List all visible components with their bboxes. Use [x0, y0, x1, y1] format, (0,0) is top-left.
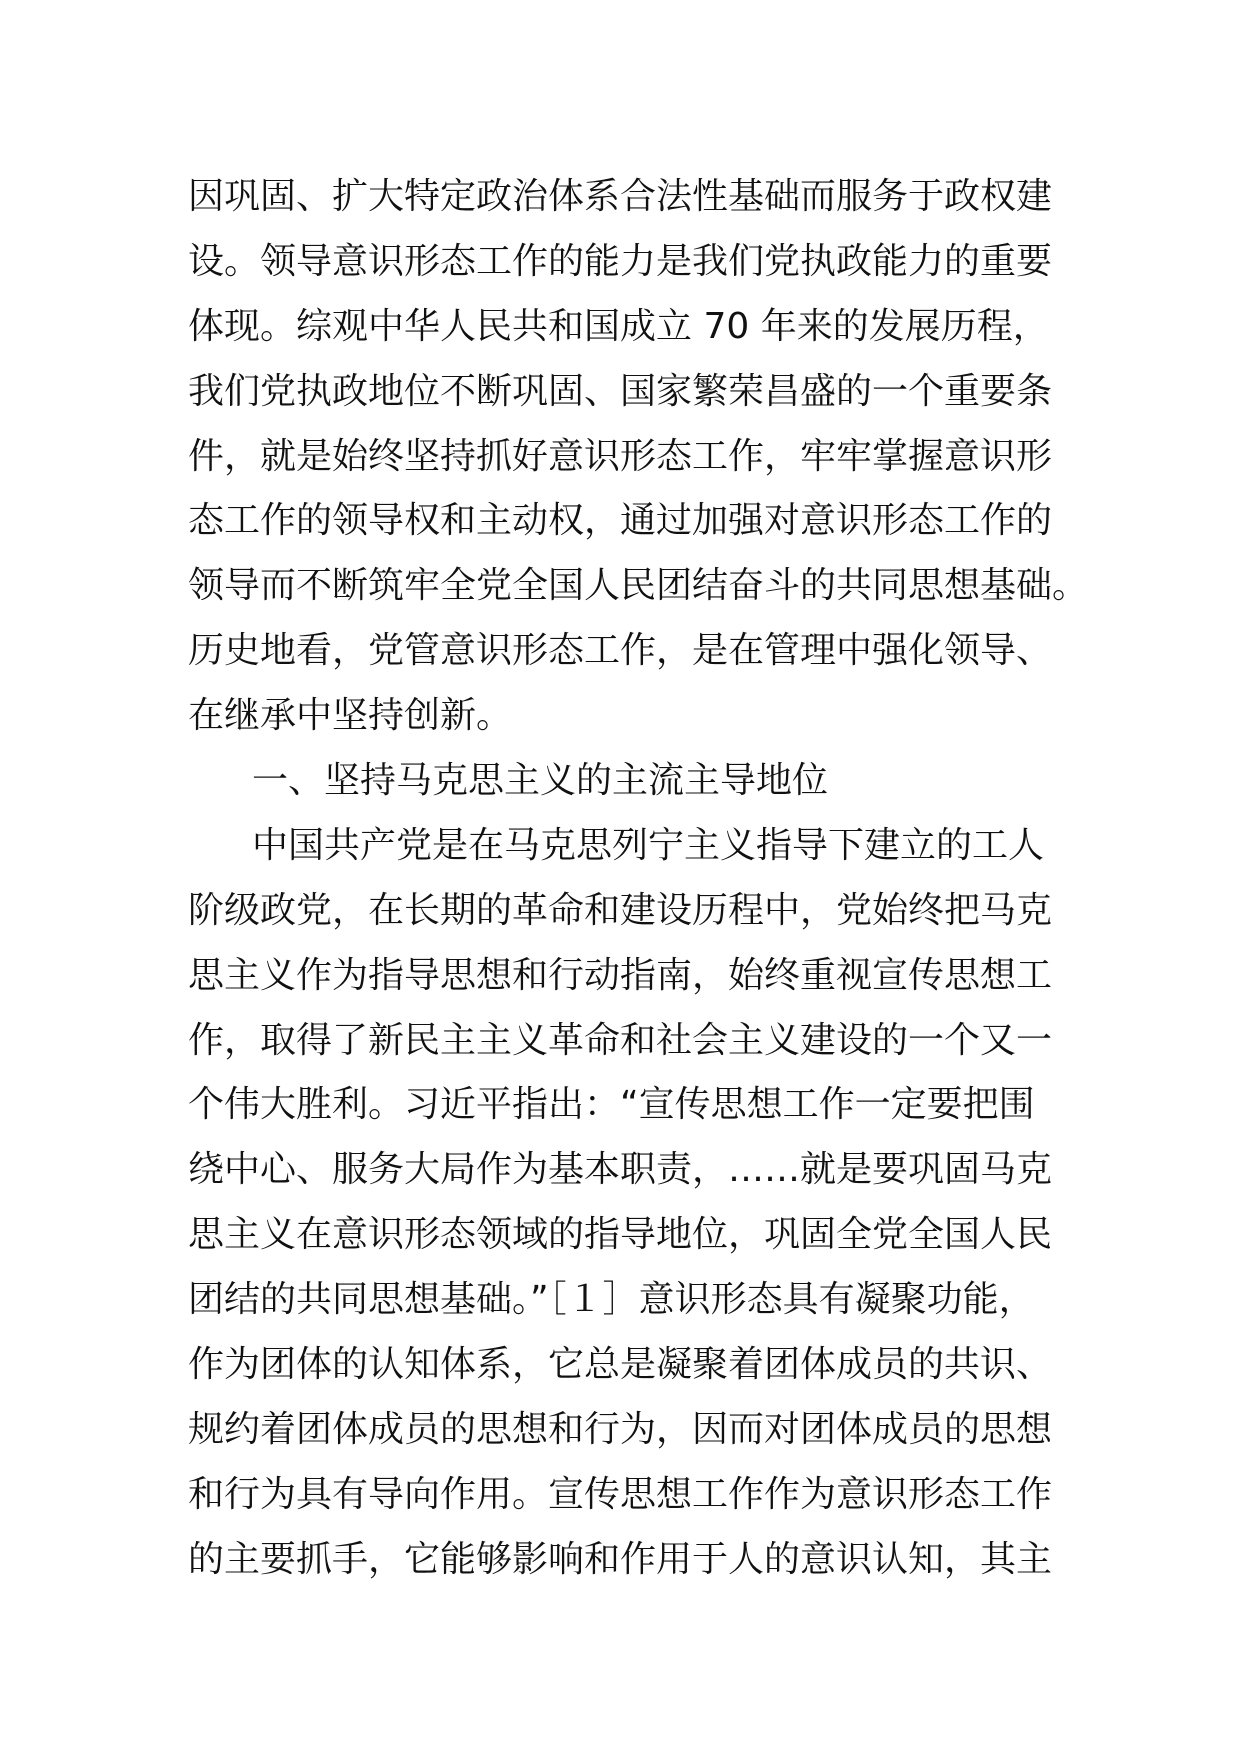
- text-line: 思主义在意识形态领域的指导地位，巩固全党全国人民: [188, 1214, 1053, 1256]
- text-line: 体现。综观中华人民共和国成立 70 年来的发展历程，: [188, 305, 1049, 347]
- text-line: 设。领导意识形态工作的能力是我们党执政能力的重要: [188, 240, 1053, 282]
- text-line: 规约着团体成员的思想和行为，因而对团体成员的思想: [188, 1408, 1053, 1450]
- paragraph-first-line: 中国共产党是在马克思列宁主义指导下建立的工人: [252, 824, 1045, 866]
- text-line: 因巩固、扩大特定政治体系合法性基础而服务于政权建: [188, 176, 1053, 217]
- text-line: 作，取得了新民主主义革命和社会主义建设的一个又一: [188, 1019, 1053, 1061]
- text-line: 思主义作为指导思想和行动指南，始终重视宣传思想工: [188, 954, 1053, 996]
- text-line: 领导而不断筑牢全党全国人民团结奋斗的共同思想基础。: [188, 565, 1089, 607]
- text-line: 历史地看，党管意识形态工作，是在管理中强化领导、: [188, 630, 1053, 672]
- text-line: 态工作的领导权和主动权，通过加强对意识形态工作的: [188, 500, 1053, 542]
- text-line: 作为团体的认知体系，它总是凝聚着团体成员的共识、: [188, 1344, 1053, 1386]
- text-line: 阶级政党，在长期的革命和建设历程中，党始终把马克: [188, 889, 1053, 931]
- text-line: 的主要抓手，它能够影响和作用于人的意识认知，其主: [188, 1538, 1053, 1580]
- body-text: [188, 165, 1089, 1593]
- text-line: 团结的共同思想基础。”［１］意识形态具有凝聚功能，: [188, 1279, 1035, 1321]
- text-line: 件，就是始终坚持抓好意识形态工作，牢牢掌握意识形: [188, 435, 1053, 477]
- section-heading: 一、坚持马克思主义的主流主导地位: [252, 760, 829, 802]
- text-line: 个伟大胜利。习近平指出：“宣传思想工作一定要把围: [188, 1084, 1035, 1126]
- text-line: 和行为具有导向作用。宣传思想工作作为意识形态工作: [188, 1473, 1053, 1515]
- text-line: 绕中心、服务大局作为基本职责，……就是要巩固马克: [188, 1149, 1053, 1191]
- text-line: 在继承中坚持创新。: [188, 695, 513, 737]
- text-line: 我们党执政地位不断巩固、国家繁荣昌盛的一个重要条: [188, 370, 1053, 412]
